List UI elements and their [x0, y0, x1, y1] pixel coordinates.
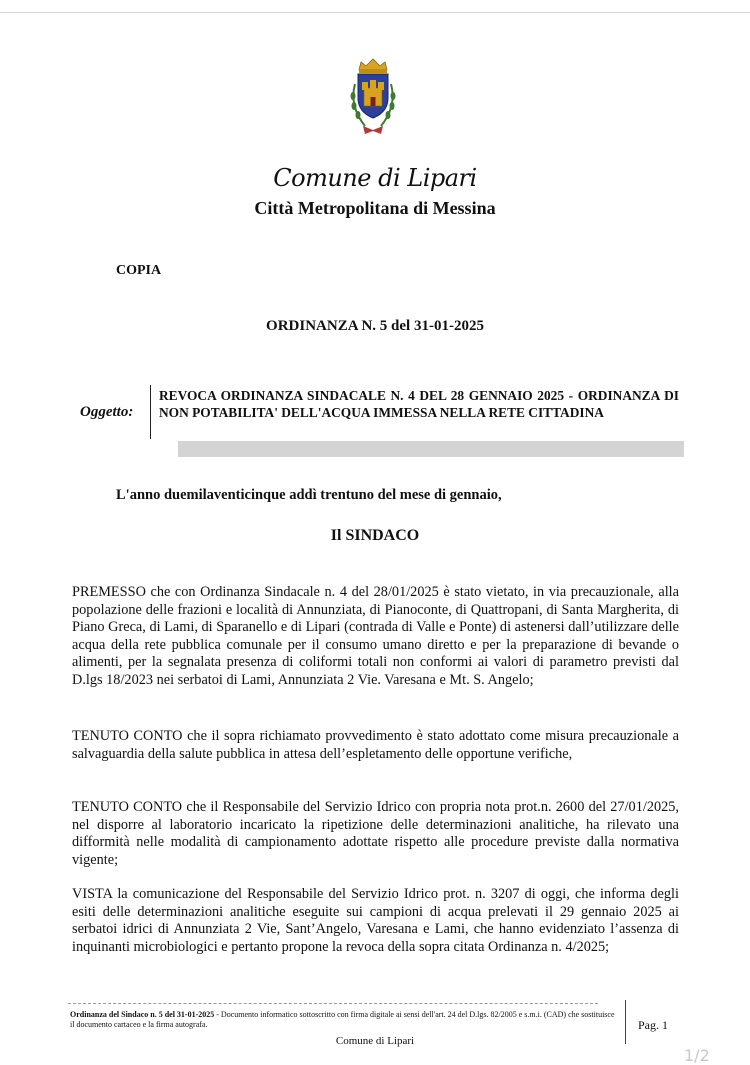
mayor-heading: Il SINDACO — [330, 527, 420, 544]
footer-note — [70, 1010, 620, 1030]
metropolitan-city-name: Città Metropolitana di Messina — [254, 198, 496, 218]
copy-label: COPIA — [116, 263, 162, 278]
subject-label: Oggetto: — [80, 404, 134, 420]
ordinance-title: ORDINANZA N. 5 del 31-01-2025 — [266, 318, 484, 334]
paragraph-tenuto-conto-2: TENUTO CONTO che il Responsabile del Servizio Idrico con propria nota prot.n. 2600 del 27/01/2025, nel disporre al laboratorio incaricato la ripetizione delle determinazioni analitiche, ha rilevato una difformità nelle modalità di campionamento adottate rispetto alle procedure previste dalla normativa vigente; — [72, 799, 679, 868]
page-number: Pag. 1 — [638, 1018, 668, 1032]
subject-box — [150, 385, 681, 439]
paragraph-tenuto-conto-1: TENUTO CONTO che il sopra richiamato provvedimento è stato adottato come misura precauzionale a salvaguardia della salute pubblica in attesa dell’espletamento delle opportune verifiche, — [72, 728, 679, 762]
paragraph-vista: VISTA la comunicazione del Responsabile del Servizio Idrico prot. n. 3207 di oggi, che informa degli esiti delle determinazioni analitiche eseguite sui campioni di acqua prelevati il 29 gennaio 2025 ai serbatoi idrici di Annunziata 2 Vie, Sant’Angelo, Varesana e Lami, che hanno evidenziato l’assenza di inquinanti microbiologici e pertanto propone la revoca della sopra citata Ordinanza n. 4/2025; — [72, 886, 679, 955]
subject-text: REVOCA ORDINANZA SINDACALE N. 4 DEL 28 GENNAIO 2025 - ORDINANZA DI NON POTABILITA' DELL'ACQUA IMMESSA NELLA RETE CITTADINA — [159, 388, 679, 420]
viewer-page-indicator: 1/2 — [684, 1046, 710, 1065]
municipal-crest-logo — [343, 56, 403, 140]
date-line: L'anno duemilaventicinque addì trentuno del mese di gennaio, — [116, 487, 502, 503]
subject-box-shadow — [178, 441, 684, 457]
top-border-line — [0, 12, 750, 13]
municipality-name: Comune di Lipari — [273, 164, 477, 192]
footer-divider — [68, 1003, 598, 1004]
footer-municipality: Comune di Lipari — [335, 1035, 415, 1047]
footer-legal-note: - Documento informatico sottoscritto con firma digitale ai sensi dell'art. 24 del D.lgs. 82/2005 e s.m.i. (CAD) che sostituisce il documento cartaceo e la firma autografa. — [70, 1010, 615, 1029]
paragraph-premesso: PREMESSO che con Ordinanza Sindacale n. 4 del 28/01/2025 è stato vietato, in via precauzionale, alla popolazione delle frazioni e località di Annunziata, di Pianoconte, di Quattropani, di Santa Margherita, di Piano Greca, di Lami, di Sparanello e di Lipari (contrada di Valle e Ponte) di astenersi dall’utilizzare delle acqua della rete pubblica comunale per il consumo umano diretto e per la preparazione di bevande o alimenti, per la segnalata presenza di coliformi totali non conformi ai valori di parametro previsti dal D.lgs 18/2023 nei serbatoi di Lami, Annunziata 2 Vie. Varesana e Mt. S. Angelo; — [72, 584, 679, 688]
footer-ref: Ordinanza del Sindaco n. 5 del 31-01-2025 — [70, 1010, 215, 1019]
